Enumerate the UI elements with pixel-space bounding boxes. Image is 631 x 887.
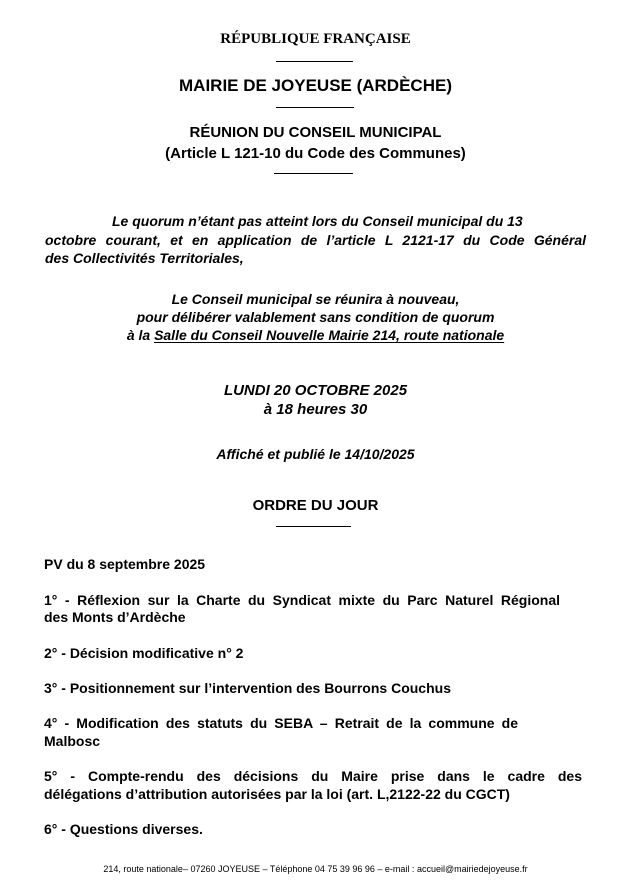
agenda-item-4-line-1: 4° - Modification des statuts du SEBA – Retrait de la commune de: [44, 715, 518, 731]
meeting-location: Salle du Conseil Nouvelle Mairie 214, route nationale: [154, 327, 505, 343]
convocation-location: [0, 327, 631, 343]
divider: [276, 107, 354, 108]
convocation-line-2: pour délibérer valablement sans condition de quorum: [136, 309, 495, 325]
article-reference: (Article L 121-10 du Code des Communes): [165, 145, 466, 162]
meeting-time: à 18 heures 30: [263, 401, 368, 418]
agenda-item-3: 3° - Positionnement sur l’intervention des Bourrons Couchus: [44, 680, 451, 696]
agenda-item-1-line-1: 1° - Réflexion sur la Charte du Syndicat mixte du Parc Naturel Régional: [44, 592, 560, 608]
publication-notice: Affiché et publié le 14/10/2025: [216, 446, 415, 462]
agenda-item-6: 6° - Questions diverses.: [44, 821, 203, 837]
footer-address: 214, route nationale– 07260 JOYEUSE – Téléphone 04 75 39 96 96 – e-mail :: [103, 864, 417, 874]
republic-heading: RÉPUBLIQUE FRANÇAISE: [220, 31, 411, 47]
agenda-item-1-line-2: des Monts d’Ardèche: [44, 609, 186, 625]
agenda-title: ORDRE DU JOUR: [252, 497, 379, 514]
footer-email[interactable]: accueil@mairiedejoyeuse.fr: [416, 864, 528, 874]
agenda-item-2: 2° - Décision modificative n° 2: [44, 645, 244, 661]
agenda-item-4-line-2: Malbosc: [44, 733, 101, 749]
agenda-pv: PV du 8 septembre 2025: [44, 556, 206, 572]
footer-contact: [0, 864, 631, 874]
divider: [276, 61, 353, 62]
preamble-line-2: octobre courant, et en application de l’article L 2121-17 du Code Général: [45, 232, 586, 248]
preamble-line-3: des Collectivités Territoriales,: [45, 250, 244, 266]
convocation-line-1: Le Conseil municipal se réunira à nouveau,: [171, 291, 460, 307]
divider: [274, 173, 353, 174]
divider: [276, 526, 351, 527]
meeting-title: RÉUNION DU CONSEIL MUNICIPAL: [189, 124, 442, 141]
agenda-item-5-line-2: délégations d’attribution autorisées par la loi (art. L,2122-22 du CGCT): [44, 786, 510, 802]
location-prefix: à la: [126, 327, 155, 343]
mairie-heading: MAIRIE DE JOYEUSE (ARDÈCHE): [179, 76, 452, 95]
preamble-line-1: Le quorum n’étant pas atteint lors du Conseil municipal du 13: [112, 213, 523, 229]
agenda-item-5-line-1: 5° - Compte-rendu des décisions du Maire prise dans le cadre des: [44, 768, 582, 784]
meeting-date: LUNDI 20 OCTOBRE 2025: [223, 382, 408, 399]
